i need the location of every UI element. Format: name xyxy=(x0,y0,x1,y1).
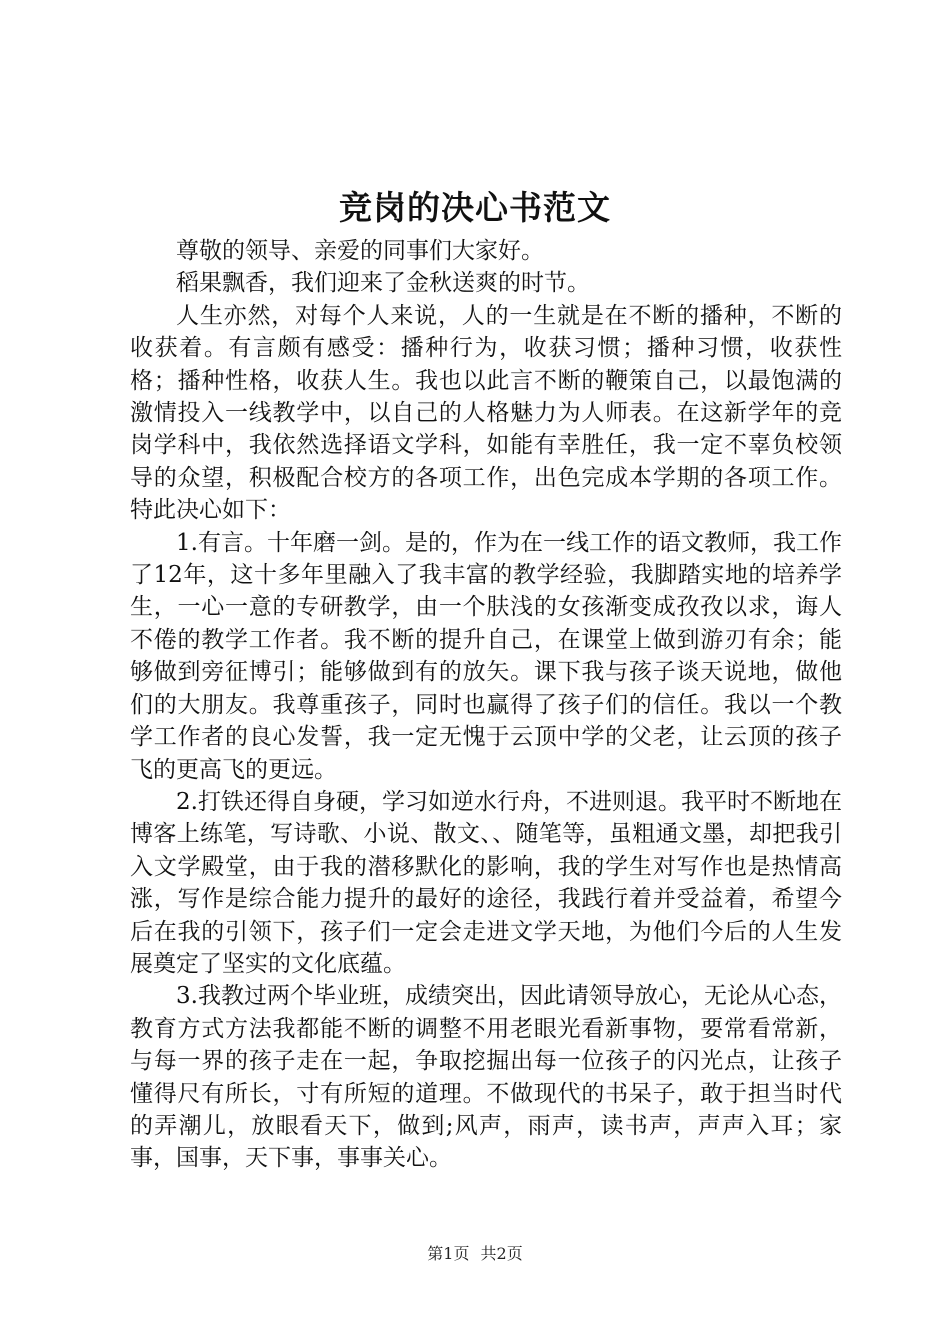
point-3-paragraph: 3.我教过两个毕业班，成绩突出，因此请领导放心，无论从心态，教育方式方法我都能不断的调整不用老眼光看新事物，要常看常新，与每一界的孩子走在一起，争取挖掘出每一位孩子的闪光点，让孩子懂得尺有所长，寸有所短的道理。不做现代的书呆子，敢于担当时代的弄潮儿，放眼看天下，做到;风声，雨声，读书声，声声入耳；家事，国事，天下事，事事关心。 xyxy=(130,983,842,1172)
document-title: 竞岗的决心书范文 xyxy=(339,188,611,227)
point-2-paragraph: 2.打铁还得自身硬，学习如逆水行舟，不进则退。我平时不断地在博客上练笔，写诗歌、小说、散文、、随笔等，虽粗通文墨，却把我引入文学殿堂，由于我的潜移默化的影响，我的学生对写作也是热情高涨，写作是综合能力提升的最好的途径，我践行着并受益着，希望今后在我的引领下，孩子们一定会走进文学天地，为他们今后的人生发展奠定了坚实的文化底蕴。 xyxy=(130,788,842,977)
intro-paragraph: 人生亦然，对每个人来说，人的一生就是在不断的播种，不断的收获着。有言颇有感受：播种行为，收获习惯；播种习惯，收获性格；播种性格，收获人生。我也以此言不断的鞭策自己，以最饱满的激情投入一线教学中，以自己的人格魅力为人师表。在这新学年的竞岗学科中，我依然选择语文学科，如能有幸胜任，我一定不辜负校领导的众望，积极配合校方的各项工作，出色完成本学期的各项工作。特此决心如下： xyxy=(130,302,842,524)
point-1-paragraph: 1.有言。十年磨一剑。是的，作为在一线工作的语文教师，我工作了12年，这十多年里融入了我丰富的教学经验，我脚踏实地的培养学生，一心一意的专研教学，由一个肤浅的女孩渐变成孜孜以求，诲人不倦的教学工作者。我不断的提升自己，在课堂上做到游刃有余；能够做到旁征博引；能够做到有的放矢。课下我与孩子谈天说地，做他们的大朋友。我尊重孩子，同时也赢得了孩子们的信任。我以一个教学工作者的良心发誓，我一定无愧于云顶中学的父老，让云顶的孩子飞的更高飞的更远。 xyxy=(130,529,842,783)
greeting-paragraph: 尊敬的领导、亲爱的同事们大家好。 xyxy=(176,238,544,264)
page-footer xyxy=(0,1243,950,1265)
document-body xyxy=(130,235,842,1175)
current-page-number: 第1页 xyxy=(427,1244,470,1263)
total-pages: 共2页 xyxy=(480,1244,523,1263)
opening-paragraph: 稻果飘香，我们迎来了金秋送爽的时节。 xyxy=(176,270,590,297)
